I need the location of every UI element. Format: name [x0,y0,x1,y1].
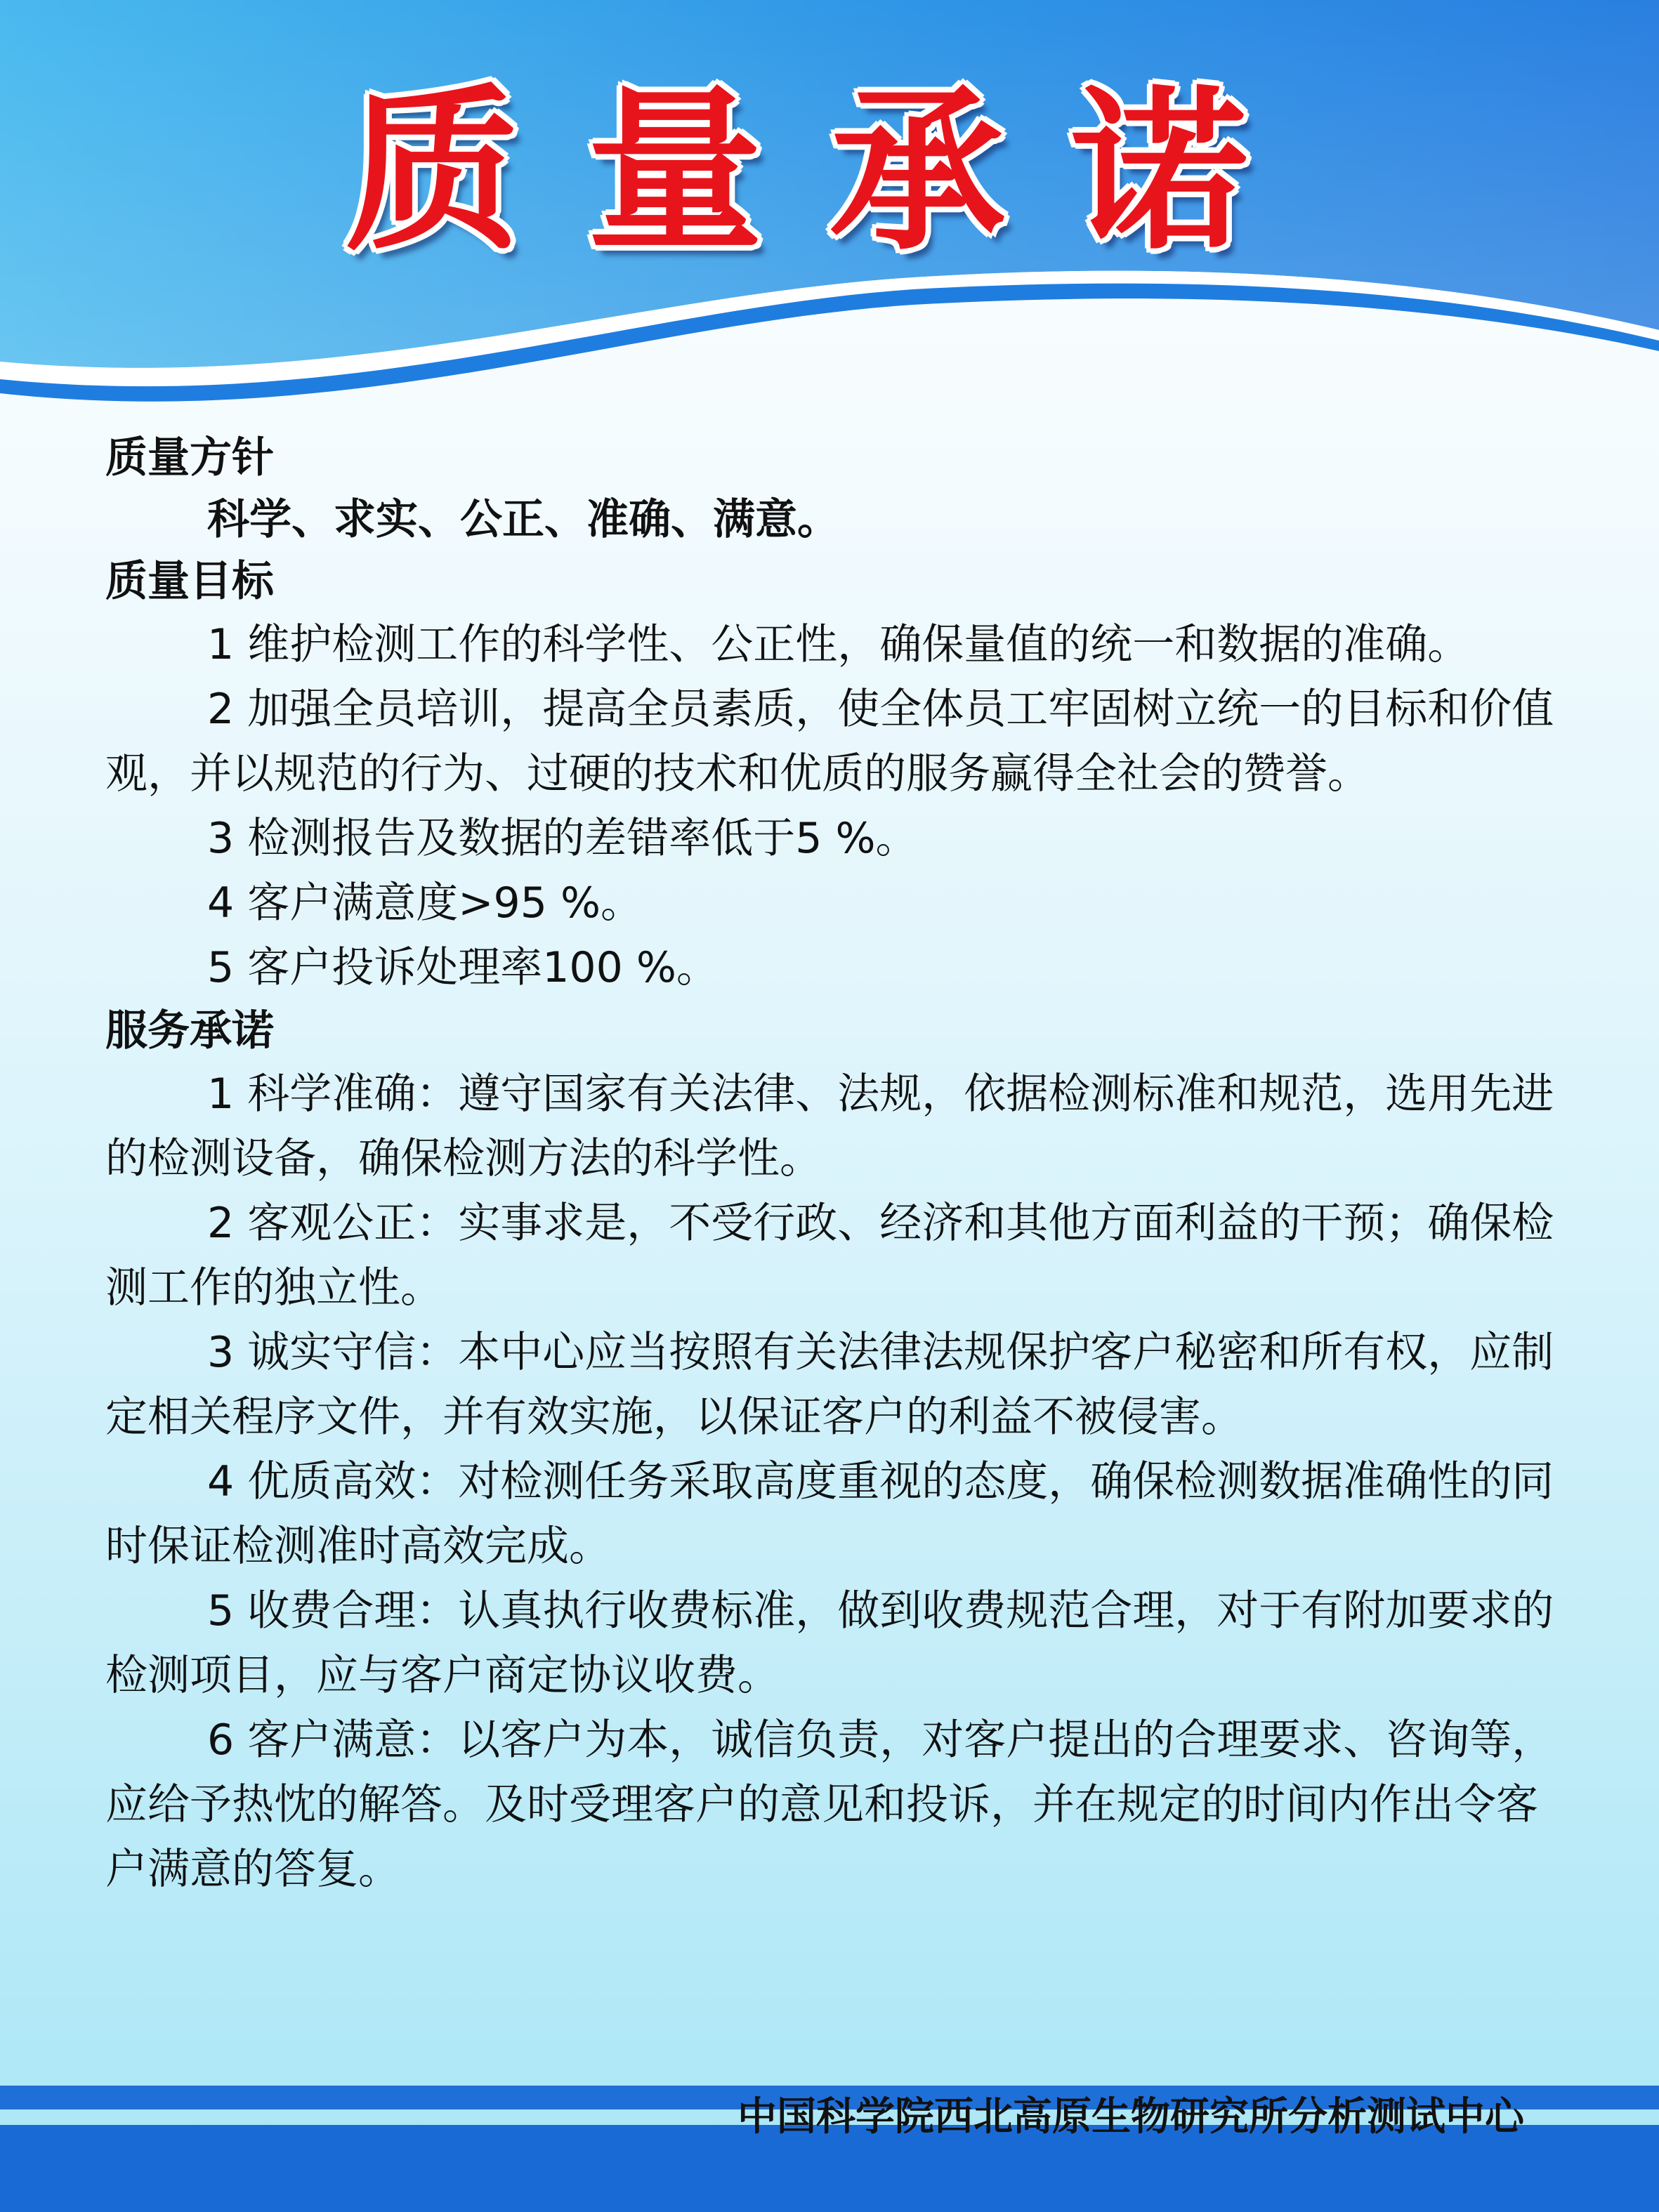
service-item: 3 诚实守信：本中心应当按照有关法律法规保护客户秘密和所有权，应制定相关程序文件，并有效实施，以保证客户的利益不被侵害。 [105,1328,1554,1442]
objective-item: 5 客户投诉处理率100 %。 [207,943,719,992]
objective-item: 2 加强全员培训，提高全员素质，使全体员工牢固树立统一的目标和价值观，并以规范的行为、过硬的技术和优质的服务赢得全社会的赞誉。 [105,685,1554,798]
content-body [105,427,1566,1902]
objective-item: 1 维护检测工作的科学性、公正性，确保量值的统一和数据的准确。 [207,620,1470,669]
service-heading: 服务承诺 [105,1006,274,1055]
policy-heading: 质量方针 [105,433,274,482]
policy-motto: 科学、求实、公正、准确、满意。 [207,495,839,544]
service-item: 5 收费合理：认真执行收费标准，做到收费规范合理，对于有附加要求的检测项目，应与客户商定协议收费。 [105,1586,1554,1700]
service-item: 1 科学准确：遵守国家有关法律、法规，依据检测标准和规范，选用先进的检测设备，确保检测方法的科学性。 [105,1069,1554,1183]
service-item: 2 客观公正：实事求是，不受行政、经济和其他方面利益的干预；确保检测工作的独立性。 [105,1199,1554,1312]
objectives-heading: 质量目标 [105,557,274,606]
page-title: 质量承诺 [345,70,1314,274]
service-item: 6 客户满意：以客户为本，诚信负责，对客户提出的合理要求、咨询等，应给予热忱的解答。及时受理客户的意见和投诉，并在规定的时间内作出令客户满意的答复。 [105,1716,1554,1894]
objective-item: 3 检测报告及数据的差错率低于5 %。 [207,814,918,863]
footer-organization: 中国科学院西北高原生物研究所分析测试中心 [737,2094,1524,2140]
objective-item: 4 客户满意度>95 %。 [207,878,643,928]
service-item: 4 优质高效：对检测任务采取高度重视的态度，确保检测数据准确性的同时保证检测准时高效完成。 [105,1457,1554,1571]
